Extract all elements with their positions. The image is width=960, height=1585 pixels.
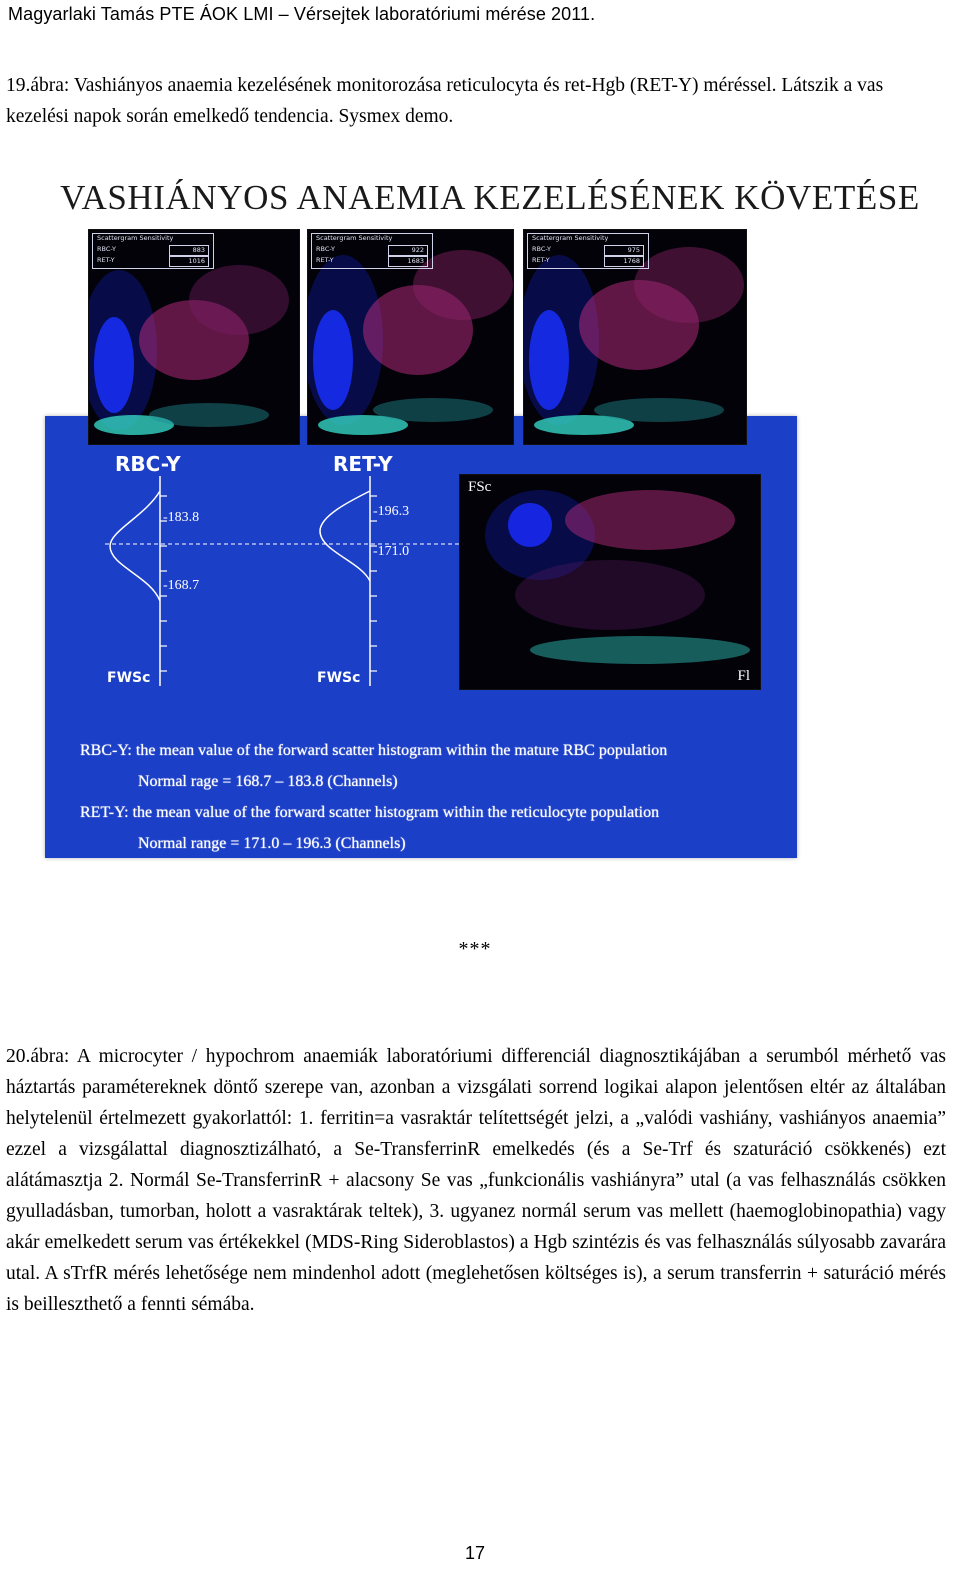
figure-20-caption: 20.ábra: A microcyter / hypochrom anaemiák laboratóriumi differenciál diagnosztikájában a serumból mérhető vas háztartás paramétereknek döntő szerepe van, azonban a vizsgálati sorrend logikai alapon jelentősen eltér az általában helytelenül értelmezett gyakorlattól: 1. ferritin=a vasraktár telítettségét jelzi, a „valódi vashiány, vashiányos anaemia” ezzel a vizsgálattal diagnosztizálható, a Se-TransferrinR emelkedés (és a Se-Trf és szaturáció csökkenés) ezt alátámasztja 2. Normál Se-TransferrinR + alacsony Se vas „funkcionális vashiányra” utal (a vas felhasználás csökken gyulladásban, tumorban, holott a vasraktárak teltek), 3. ugyanez normál serum vas mellett (haemoglobinopathia) vagy akár emelkedett serum vas értékekkel (MDS-Ring Sideroblastos) a Hgb szintézis és vas felhasználás súlyosabb zavarára utal. A sTrfR mérés lehetősége nem mindenhol adott (meglehetősen költséges is), a serum transferrin + saturáció mérés is beilleszthető a fennti sémába. [6, 1046, 946, 1315]
page-number: 17 [464, 1543, 486, 1563]
rbc-y-value: 922 [388, 245, 428, 256]
ret-y-label: RET-Y [316, 256, 334, 264]
ret-y-lower-value: -171.0 [373, 544, 410, 559]
ret-y-histogram-label: RET-Y [333, 452, 393, 476]
ret-y-label: RET-Y [532, 256, 550, 264]
legend-ret-y-normal-range: Normal range = 171.0 – 196.3 (Channels) [138, 835, 406, 852]
sensitivity-title: Scattergram Sensitivity [532, 234, 609, 242]
legend-ret-y-definition: RET-Y: the mean value of the forward scatter histogram within the reticulocyte population [80, 804, 660, 821]
ret-y-value: 1016 [169, 256, 209, 267]
rbc-y-label: RBC-Y [97, 245, 116, 253]
rbc-y-label: RBC-Y [316, 245, 335, 253]
legend-rbc-y-definition: RBC-Y: the mean value of the forward scatter histogram within the mature RBC population [80, 742, 668, 759]
rbc-y-value: 883 [169, 245, 209, 256]
fsc-axis-label: FSc [468, 479, 492, 495]
scattergram-3 [523, 229, 747, 445]
sensitivity-title: Scattergram Sensitivity [316, 234, 393, 242]
ret-y-value: 1768 [604, 256, 644, 267]
sensitivity-box-2 [311, 233, 433, 269]
ret-y-upper-value: -196.3 [373, 504, 410, 519]
fl-axis-label: Fl [737, 668, 750, 684]
sensitivity-title: Scattergram Sensitivity [97, 234, 174, 242]
rbc-y-label: RBC-Y [532, 245, 551, 253]
rbc-y-histogram-label: RBC-Y [115, 452, 181, 476]
fsc-fl-scattergram [459, 474, 761, 690]
ret-y-value: 1683 [388, 256, 428, 267]
scattergram-1 [88, 229, 300, 445]
legend-rbc-y-normal-range: Normal rage = 168.7 – 183.8 (Channels) [138, 773, 398, 790]
sensitivity-box-3 [527, 233, 649, 269]
page-header: Magyarlaki Tamás PTE ÁOK LMI – Vérsejtek laboratóriumi mérése 2011. [8, 4, 596, 24]
figure-title: VASHIÁNYOS ANAEMIA KEZELÉSÉNEK KÖVETÉSE [60, 178, 920, 217]
histogram-curves [105, 476, 465, 696]
figure-19-caption: 19.ábra: Vashiányos anaemia kezelésének monitorozása reticulocyta és ret-Hgb (RET-Y) méréssel. Látszik a vas kezelési napok során emelkedő tendencia. Sysmex demo. [6, 75, 884, 127]
rbc-y-value: 975 [604, 245, 644, 256]
rbc-y-upper-value: -183.8 [163, 510, 200, 525]
sensitivity-box-1 [92, 233, 214, 269]
rbc-fwsc-axis-label: FWSc [107, 670, 151, 686]
section-separator: *** [458, 938, 492, 960]
ret-fwsc-axis-label: FWSc [317, 670, 361, 686]
scattergram-2 [307, 229, 514, 445]
ret-y-label: RET-Y [97, 256, 115, 264]
figure-19-image [45, 176, 935, 866]
rbc-y-lower-value: -168.7 [163, 578, 200, 593]
fsc-fl-plot [460, 475, 760, 689]
